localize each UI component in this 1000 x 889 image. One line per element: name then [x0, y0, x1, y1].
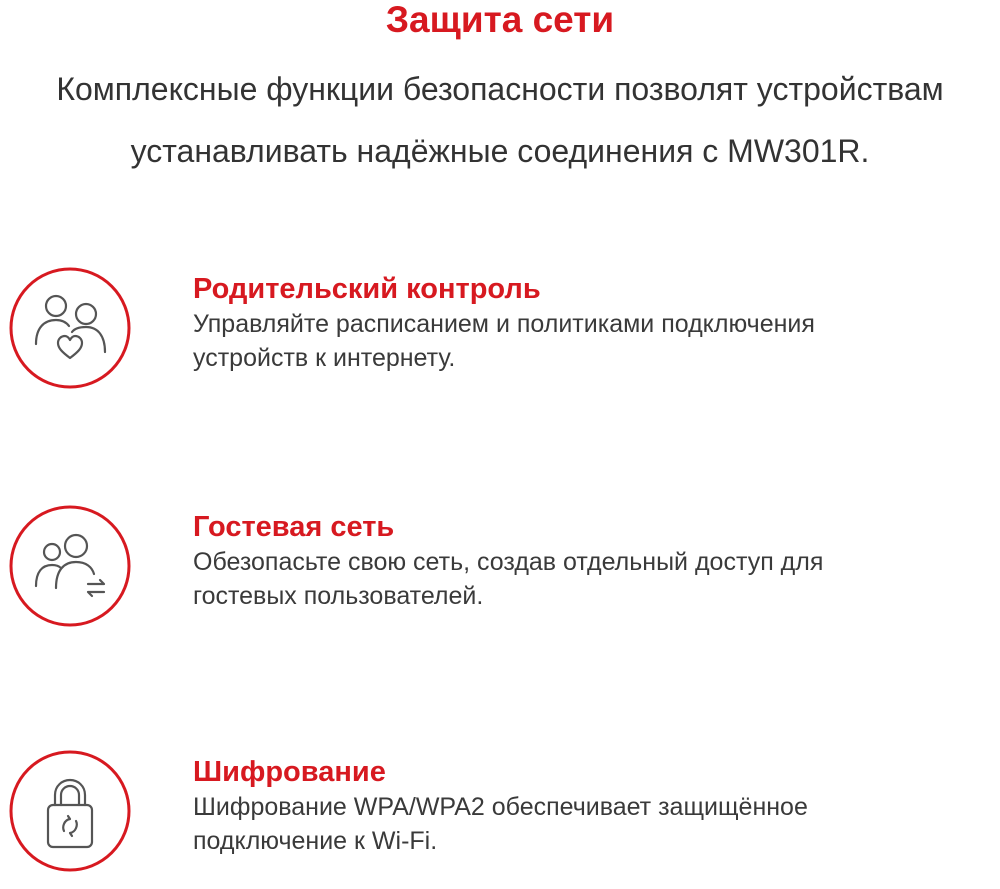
- feature-description-line-1: Управляйте расписанием и политиками подключения: [193, 310, 815, 338]
- subtitle-line-1: Комплексные функции безопасности позволят устройствам: [56, 71, 944, 107]
- feature-parental-control: [0, 266, 1000, 406]
- feature-description-line-2: гостевых пользователей.: [193, 582, 484, 610]
- page-subtitle: [0, 58, 1000, 182]
- feature-guest-network: [0, 504, 1000, 644]
- page-title: Защита сети: [385, 0, 615, 40]
- feature-description: [193, 307, 983, 375]
- feature-text: [193, 755, 983, 858]
- padlock-icon: [8, 749, 132, 873]
- feature-title: Родительский контроль: [193, 273, 541, 305]
- parents-child-heart-icon: [8, 266, 132, 390]
- feature-description-line-1: Шифрование WPA/WPA2 обеспечивает защищённое: [193, 793, 808, 821]
- feature-encryption: [0, 749, 1000, 889]
- feature-text: [193, 510, 983, 613]
- feature-title: Гостевая сеть: [193, 511, 395, 543]
- feature-text: [193, 272, 983, 375]
- feature-description-line-2: подключение к Wi-Fi.: [193, 827, 438, 855]
- feature-description: [193, 545, 983, 613]
- feature-description-line-2: устройств к интернету.: [193, 344, 456, 372]
- feature-description-line-1: Обезопасьте свою сеть, создав отдельный доступ для: [193, 548, 824, 576]
- guest-users-arrows-icon: [8, 504, 132, 628]
- subtitle-line-2: устанавливать надёжные соединения с MW301R.: [130, 133, 870, 169]
- feature-title: Шифрование: [193, 756, 386, 788]
- feature-description: [193, 790, 983, 858]
